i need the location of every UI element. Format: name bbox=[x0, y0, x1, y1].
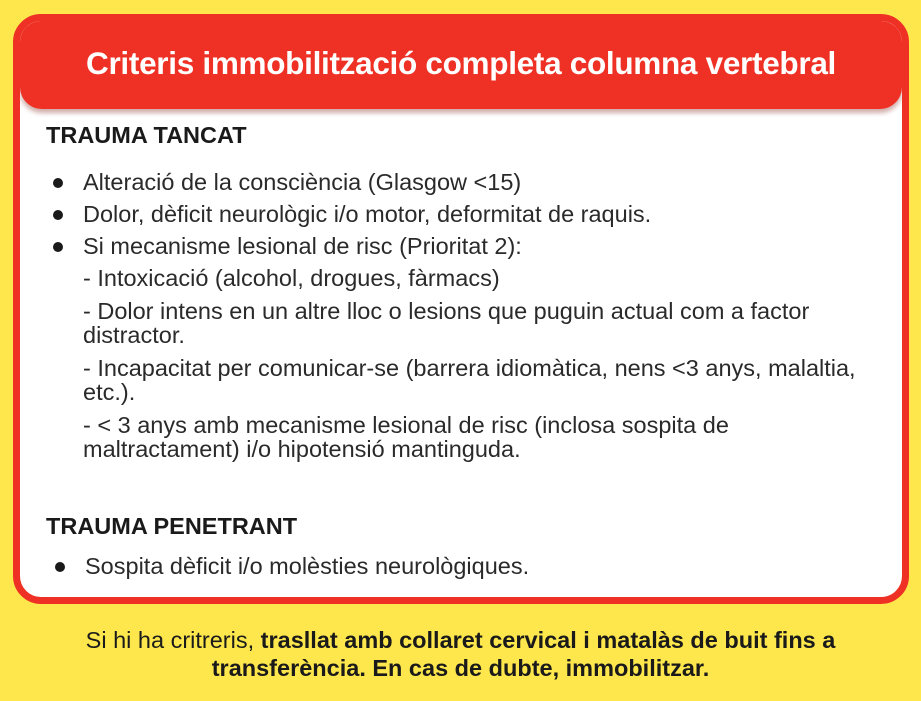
list-item-text: Dolor, dèficit neurològic i/o motor, deformitat de raquis. bbox=[83, 201, 652, 227]
list-item bbox=[48, 552, 882, 580]
penetrating-trauma-section bbox=[46, 512, 882, 580]
list-item bbox=[46, 232, 882, 260]
list-item bbox=[46, 200, 882, 228]
list-item-text: Sospita dèficit i/o molèsties neurològiques. bbox=[85, 553, 530, 579]
risk-mechanism-sublist bbox=[46, 266, 882, 461]
card-header bbox=[20, 21, 902, 109]
bullet-icon bbox=[55, 562, 65, 572]
list-item bbox=[46, 168, 882, 196]
closed-trauma-list bbox=[46, 168, 882, 260]
card-title: Criteris immobilització completa columna vertebral bbox=[86, 44, 836, 81]
list-item-text: Si mecanisme lesional de risc (Prioritat 2): bbox=[83, 233, 522, 259]
bullet-icon bbox=[53, 242, 63, 252]
sublist-item: - Intoxicació (alcohol, drogues, fàrmacs) bbox=[83, 265, 500, 291]
sublist-item: - < 3 anys amb mecanisme lesional de risc (inclosa sospita de maltractament) i/o hipotensió mantinguda. bbox=[83, 412, 729, 462]
list-item-text: Alteració de la consciència (Glasgow <15) bbox=[83, 169, 522, 195]
bullet-icon bbox=[53, 210, 63, 220]
bullet-icon bbox=[53, 178, 63, 188]
footer-line-2 bbox=[0, 654, 921, 682]
footer-emphasis-1: trasllat amb collaret cervical i matalàs de buit fins a bbox=[260, 627, 836, 653]
footer-instructions bbox=[0, 626, 921, 682]
footer-line-1 bbox=[0, 626, 921, 654]
closed-trauma-title: TRAUMA TANCAT bbox=[46, 122, 247, 148]
footer-emphasis-2: transferència. En cas de dubte, immobilitzar. bbox=[211, 655, 710, 681]
sublist-item: - Dolor intens en un altre lloc o lesions que puguin actual com a factor distractor. bbox=[83, 298, 810, 348]
closed-trauma-section bbox=[46, 121, 882, 461]
sublist-item: - Incapacitat per comunicar-se (barrera idiomàtica, nens <3 anys, malaltia, etc.). bbox=[83, 355, 856, 405]
criteria-card bbox=[13, 14, 909, 604]
penetrating-trauma-title: TRAUMA PENETRANT bbox=[46, 513, 298, 539]
footer-intro: Si hi ha critreris, bbox=[85, 627, 261, 653]
penetrating-trauma-list bbox=[48, 552, 882, 580]
